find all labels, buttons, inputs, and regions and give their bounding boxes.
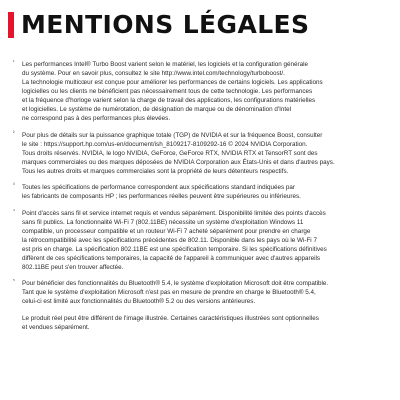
note-line: la rétrocompatibilité avec les spécifications précédentes de 802.11. Disponible dans les pays où le Wi-Fi 7	[22, 236, 317, 244]
legal-note-3	[13, 182, 378, 201]
legal-notes	[13, 59, 378, 332]
note-line: marques commerciales ou des marques déposées de NVIDIA Corporation aux États-Unis et dans d'autres pays.	[22, 158, 335, 166]
closing-line: et vendues séparément.	[22, 323, 90, 331]
note-line: le site : https://support.hp.com/us-en/document/ish_8109217-8109292-16 © 2024 NVIDIA Corporation.	[22, 140, 308, 148]
accent-bar	[8, 12, 14, 38]
footnote-number: ⁴	[13, 207, 15, 213]
footnote-number: ¹	[13, 59, 15, 64]
closing-disclaimer	[22, 314, 378, 332]
note-line: 802.11BE peut s'en trouver affectée.	[22, 263, 124, 271]
note-line: Tous les autres droits et marques commerciales sont la propriété de leurs détenteurs respectifs.	[22, 167, 289, 175]
closing-line: Le produit réel peut être différent de l'image illustrée. Certaines caractéristiques illustrées sont optionnelles	[22, 314, 319, 322]
note-line: Les performances Intel® Turbo Boost varient selon le matériel, les logiciels et la configuration générale	[22, 61, 309, 68]
page-title: MENTIONS LÉGALES	[21, 10, 310, 39]
page-header	[8, 10, 309, 40]
legal-note-4	[13, 207, 378, 272]
note-line: ne correspond pas à des performances plus élevées.	[22, 115, 171, 122]
note-line: Pour plus de détails sur la puissance graphique totale (TGP) de NVIDIA et sur la fréquence Boost, consulter	[22, 131, 323, 139]
footnote-number: ²	[13, 129, 15, 135]
note-line: Point d'accès sans fil et service internet requis et vendus séparément. Disponibilité limitée des points d'accès	[22, 209, 326, 217]
legal-note-1	[13, 59, 378, 123]
note-line: La technologie multicœur est conçue pour améliorer les performances de certains logiciels. Les applications	[22, 79, 323, 86]
note-line: Tant que le système d'exploitation Microsoft n'est pas en mesure de prendre en charge le Bluetooth® 5.4,	[22, 289, 316, 296]
note-line: Pour bénéficier des fonctionnalités du Bluetooth® 5.4, le système d'exploitation Microsoft doit être compatible.	[22, 280, 329, 287]
note-line: Toutes les spécifications de performance correspondent aux spécifications standard indiquées par	[22, 184, 296, 191]
note-line: et la fréquence d'horloge varient selon la charge de travail des applications, les configurations matérielles	[22, 97, 316, 104]
note-line: Tous droits réservés. NVIDIA, le logo NVIDIA, GeForce, GeForce RTX, NVIDIA RTX et TensorRT sont des	[22, 149, 318, 157]
note-line: compatible, un processeur compatible et un routeur Wi-Fi 7 acheté séparément pour prendre en charge	[22, 227, 311, 235]
note-line: diffèrent de ces spécifications temporaires, la capacité de l'appareil à communiquer avec d'autres appareils	[22, 254, 321, 262]
legal-note-2	[13, 129, 378, 176]
note-line: logicielles ou les clients ne bénéficient pas nécessairement tous de cette technologie. Les performances	[22, 88, 313, 95]
note-line: les fabricants de composants HP ; les performances réelles peuvent être supérieures ou inférieures.	[22, 193, 301, 200]
note-line: et logicielles. Le système de numérotation, de désignation de marque ou de dénomination d'Intel	[22, 106, 291, 113]
note-line: sans fil publics. La fonctionnalité Wi-Fi 7 (802.11BE) nécessite un système d'exploitation Windows 11	[22, 218, 304, 226]
footnote-number: ³	[13, 182, 15, 187]
note-line: est pris en charge. La spécification 802.11BE est une spécification temporaire. Si les spécifications définitives	[22, 245, 327, 253]
note-line: celui-ci est limité aux fonctionnalités du Bluetooth® 5.2 ou des versions antérieures.	[22, 298, 256, 305]
note-line: du système. Pour en savoir plus, consultez le site http://www.intel.com/technology/turboboost/.	[22, 70, 285, 77]
legal-note-5	[13, 278, 378, 306]
footnote-number: ⁵	[13, 278, 15, 283]
